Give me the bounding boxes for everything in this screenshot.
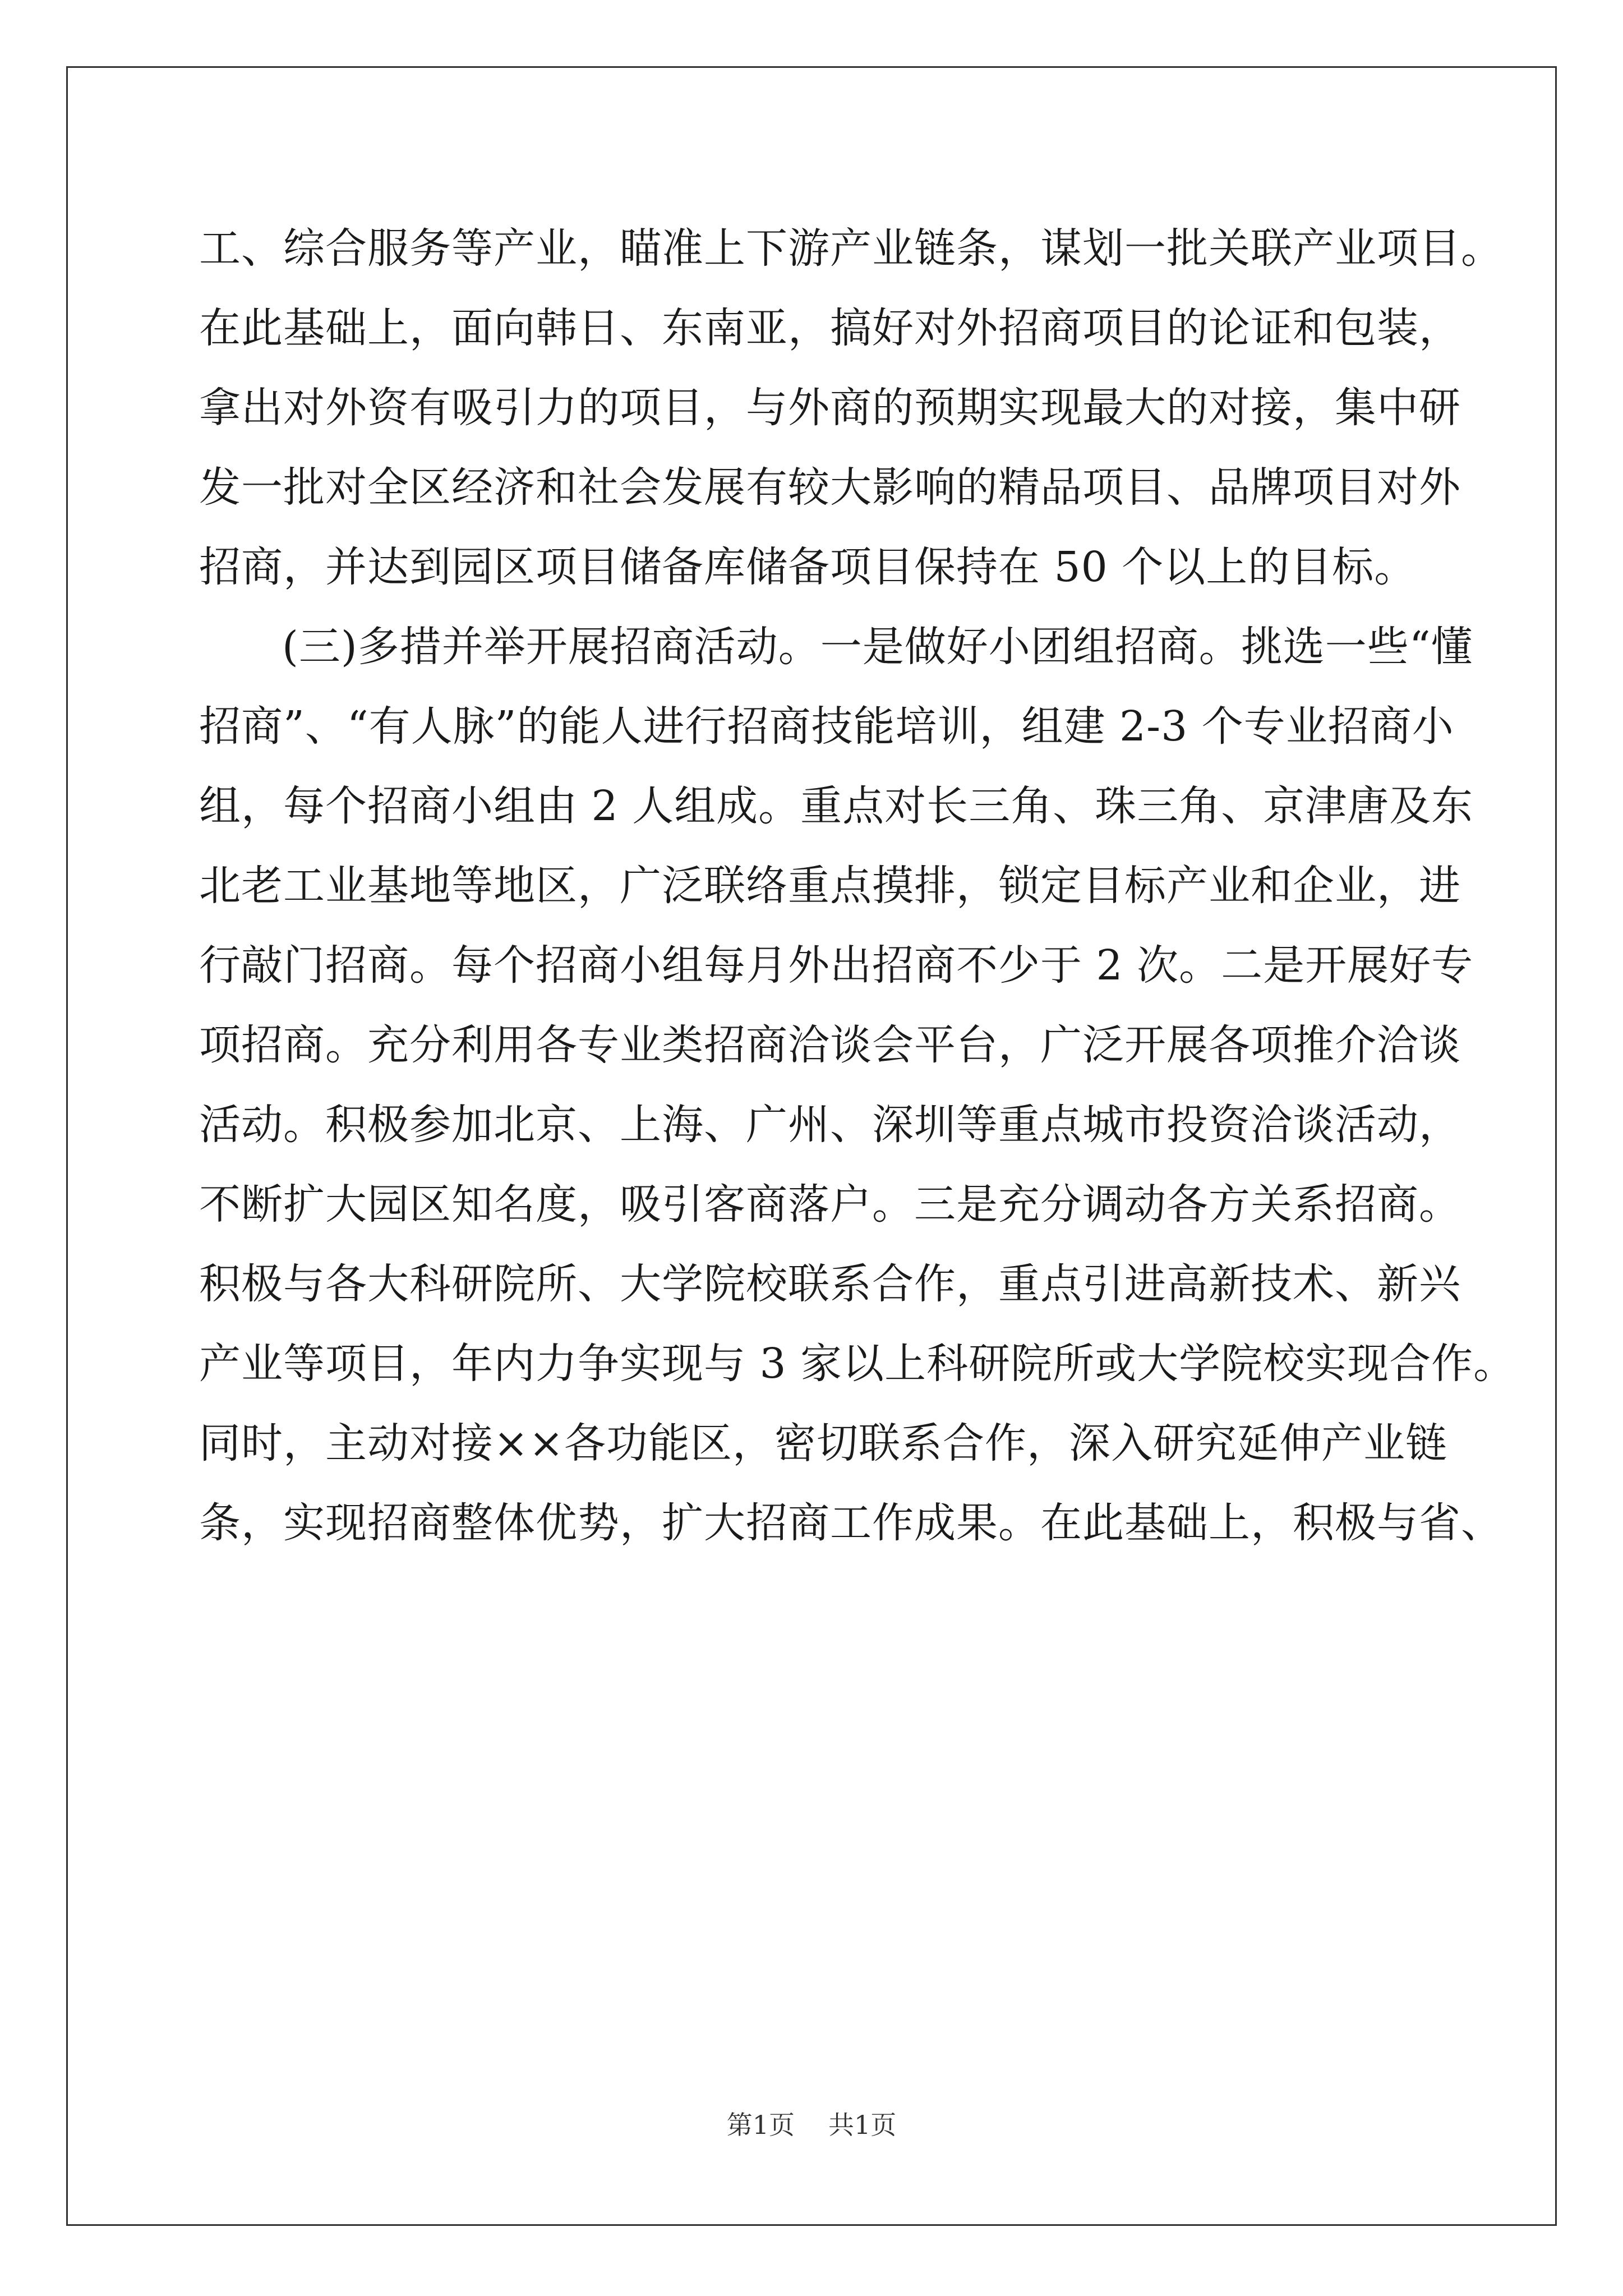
text-line: 发一批对全区经济和社会发展有较大影响的精品项目、品牌项目对外 [199, 463, 1461, 512]
page-number-current: 第1页 [726, 2110, 795, 2140]
text-line: 不断扩大园区知名度，吸引客商落户。三是充分调动各方关系招商。 [199, 1180, 1461, 1228]
text-line: 条，实现招商整体优势，扩大招商工作成果。在此基础上，积极与省、 [199, 1499, 1503, 1547]
text-line-section-start: (三)多措并举开展招商活动。一是做好小团组招商。挑选一些“懂 [282, 623, 1473, 671]
text-line: 招商”、“有人脉”的能人进行招商技能培训，组建 2-3 个专业招商小 [199, 702, 1454, 751]
page-footer [0, 2108, 1623, 2142]
text-line: 组，每个招商小组由 2 人组成。重点对长三角、珠三角、京津唐及东 [199, 782, 1474, 830]
text-line: 积极与各大科研院所、大学院校联系合作，重点引进高新技术、新兴 [199, 1260, 1461, 1308]
text-line: 拿出对外资有吸引力的项目，与外商的预期实现最大的对接，集中研 [199, 384, 1461, 432]
text-line: 在此基础上，面向韩日、东南亚，搞好对外招商项目的论证和包装， [199, 304, 1461, 352]
text-line: 招商，并达到园区项目储备库储备项目保持在 50 个以上的目标。 [199, 543, 1417, 591]
page-number-total: 共1页 [828, 2110, 897, 2140]
text-line: 项招商。充分利用各专业类招商洽谈会平台，广泛开展各项推介洽谈 [199, 1021, 1461, 1069]
document-body [199, 209, 1516, 1563]
text-line: 活动。积极参加北京、上海、广州、深圳等重点城市投资洽谈活动， [199, 1101, 1461, 1149]
text-line: 产业等项目，年内力争实现与 3 家以上科研院所或大学院校实现合作。 [199, 1340, 1516, 1388]
text-line: 行敲门招商。每个招商小组每月外出招商不少于 2 次。二是开展好专 [199, 941, 1474, 990]
text-line: 工、综合服务等产业，瞄准上下游产业链条，谋划一批关联产业项目。 [199, 224, 1503, 273]
text-line: 北老工业基地等地区，广泛联络重点摸排，锁定目标产业和企业，进 [199, 862, 1461, 910]
text-line: 同时，主动对接××各功能区，密切联系合作，深入研究延伸产业链 [199, 1419, 1448, 1467]
